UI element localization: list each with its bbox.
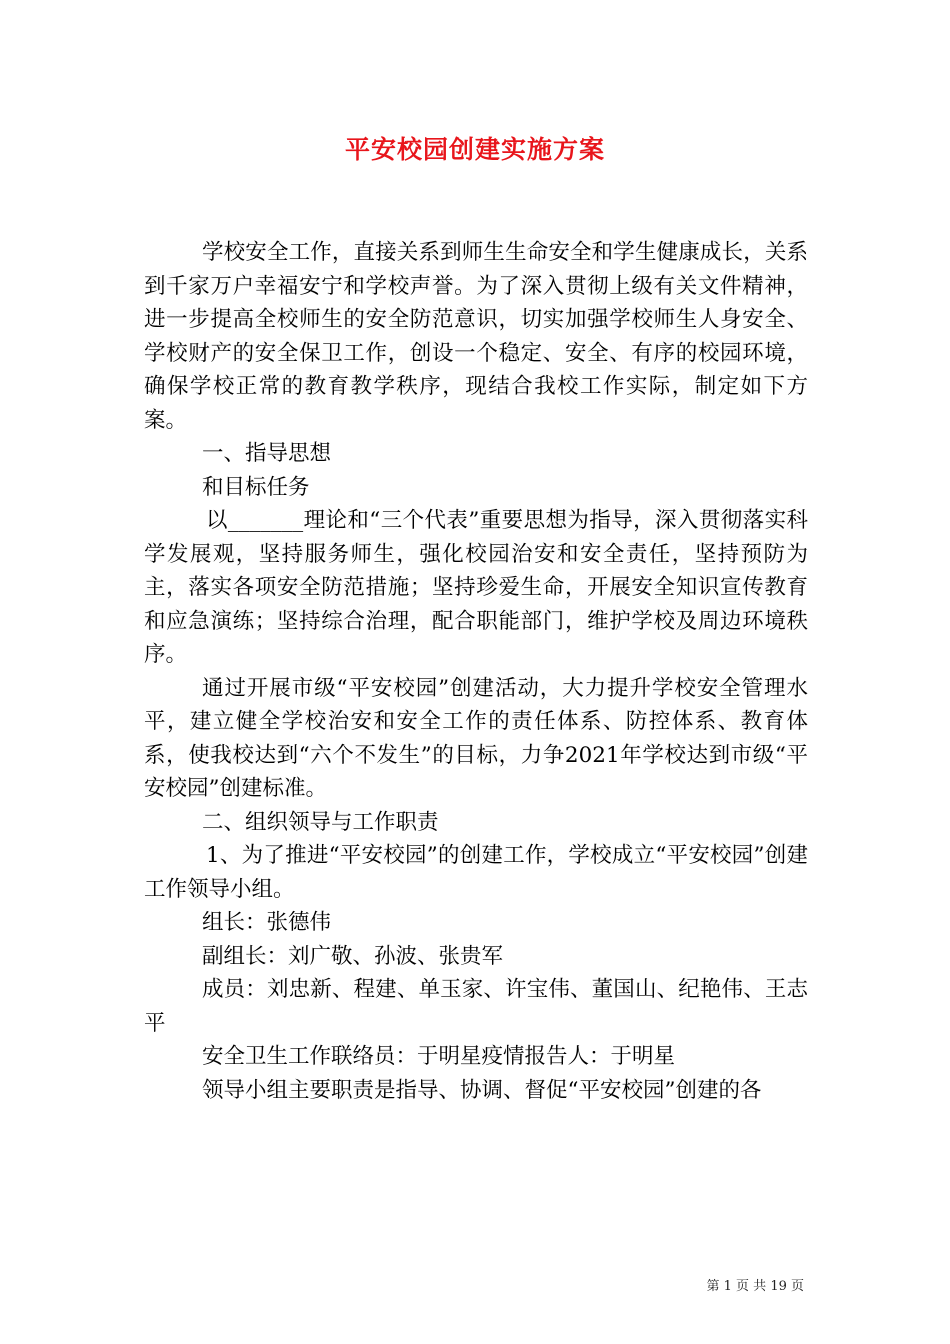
section-subheading-goals: 和目标任务 (202, 474, 310, 500)
goals-paragraph: 通过开展市级“平安校园”创建活动，大力提升学校安全管理水平，建立健全学校治安和安全工作的责任体系、防控体系、教育体系，使我校达到“六个不发生”的目标，力争2021年学校达到市级“平安校园”创建标准。 (144, 675, 808, 801)
liaison-line: 安全卫生工作联络员：于明星疫情报告人：于明星 (202, 1044, 676, 1069)
section-heading-organization: 二、组织领导与工作职责 (202, 809, 439, 835)
duties-paragraph: 领导小组主要职责是指导、协调、督促“平安校园”创建的各 (202, 1077, 762, 1103)
members-line: 成员：刘忠新、程建、单玉家、许宝伟、董国山、纪艳伟、王志平 (144, 977, 808, 1036)
intro-paragraph: 学校安全工作，直接关系到师生生命安全和学生健康成长，关系到千家万户幸福安宁和学校声誉。为了深入贯彻上级有关文件精神，进一步提高全校师生的安全防范意识，切实加强学校师生人身安全、学校财产的安全保卫工作，创设一个稳定、安全、有序的校园环境，确保学校正常的教育教学秩序，现结合我校工作实际，制定如下方案。 (144, 240, 808, 433)
document-title: 平安校园创建实施方案 (344, 135, 605, 164)
document-body (144, 236, 808, 1107)
deputy-leader-line: 副组长：刘广敬、孙波、张贵军 (202, 943, 504, 969)
page-footer: 第 1 页 共 19 页 (706, 1279, 804, 1294)
section-heading-guiding-thought: 一、指导思想 (202, 441, 332, 466)
guiding-paragraph: 以_______理论和“三个代表”重要思想为指导，深入贯彻落实科学发展观，坚持服务师生，强化校园治安和安全责任，坚持预防为主，落实各项安全防范措施；坚持珍爱生命，开展安全知识宣传教育和应急演练；坚持综合治理，配合职能部门，维护学校及周边环境秩序。 (144, 508, 808, 667)
leadership-group-paragraph: 1、为了推进“平安校园”的创建工作，学校成立“平安校园”创建工作领导小组。 (144, 843, 808, 902)
group-leader-line: 组长：张德伟 (202, 910, 332, 935)
